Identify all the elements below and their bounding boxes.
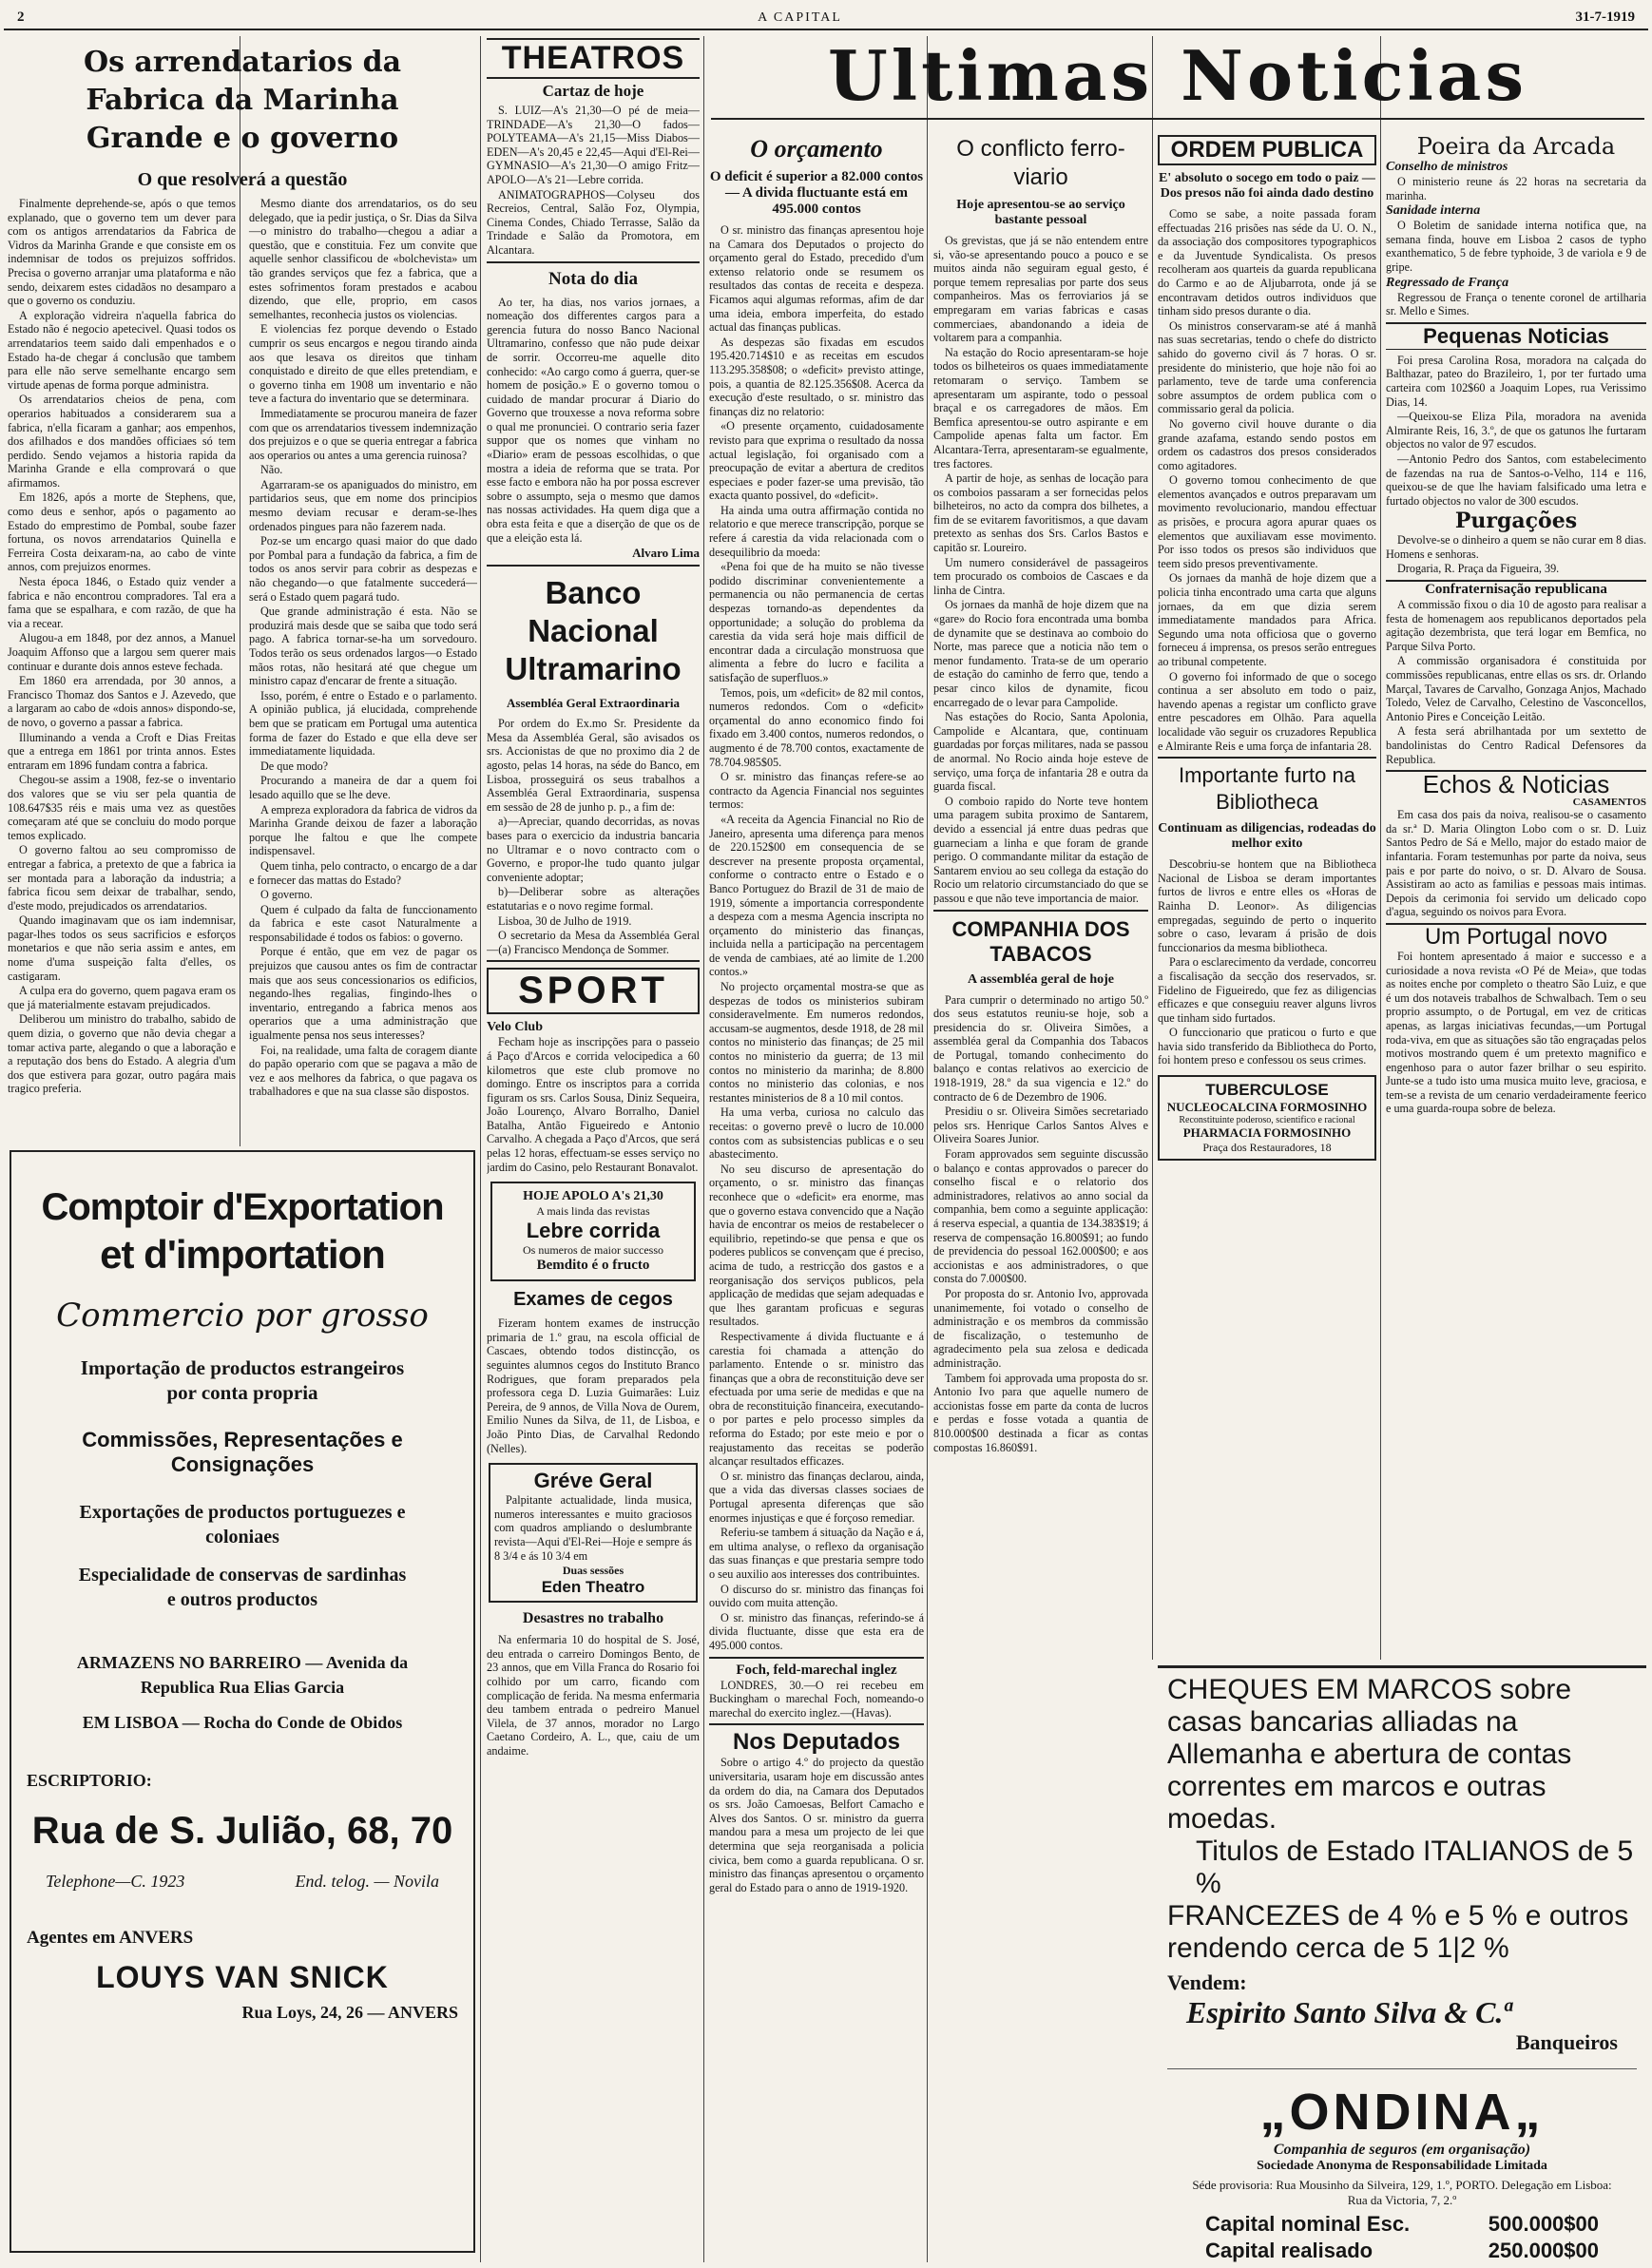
ordem-title: ORDEM PUBLICA xyxy=(1158,135,1376,165)
greve-eden: Eden Theatro xyxy=(541,1578,645,1597)
paragraph: Temos, pois, um «deficit» de 82 mil contos, numeros redondos. Com o «deficit» orçamental do anno economico findo foi fixado em 3.400 contos, numeros redondos, o augmento é de 78.700 contos, exactamente de 78.704.985$05. xyxy=(709,685,924,769)
paragraph: O sr. ministro das finanças, referindo-se á divida fluctuante, disse que esta era de 495.000 contos. xyxy=(709,1610,924,1652)
cartaz-title: Cartaz de hoje xyxy=(542,82,644,100)
paragraph: Os ministros conservaram-se até á manhã nas suas secretarias, tendo o chefe do districto sahido do governo civil ás 7 horas. O sr. presidente do ministerio, que hoje não foi ao parlamento, teve de tarde uma conferencia sobre assumptos de ordem publica com o commissario geral da policia. xyxy=(1158,318,1376,416)
paragraph: Mesmo diante dos arrendatarios, os do seu delegado, que ia pedir justiça, o Sr. Dias da Silva—o ministro do trabalho—chegou a adiar a questão, que e constituia. Fez um convite que aquelle senhor classificou de «bolchevista» um tão grandes serviços que fez a fabrica, que a estes sofrimentos foram prestados e acabou dizendo, que elle, proprio, em casos semelhantes, reconhecia justos os violencias. xyxy=(249,197,477,321)
ferro-body xyxy=(933,234,1148,906)
casamentos-body: Em casa dos pais da noiva, realisou-se o casamento da sr.ª D. Maria Olington Lobo com o sr. D. Luiz Santos Pedro de Sá e Mello, major do estado maior de infantaria. Foram testemunhas por parte da noiva, seus pais e por parte do noivo, o sr. D. Alvaro de Sousa. Assistiram ao acto as familias e pessoas mais intimas. Depois da cerimonia foi servido um delicado copo d'agua, seguindo os noivos para Evora. xyxy=(1386,808,1646,919)
paragraph: Finalmente deprehende-se, após o que temos explanado, que o governo tem um dever para com os antigos arrendatarios da Fabrica de Vidros da Marinha Grande e que consiste em os indemnisar de todos os prejuizos soffridos. Precisa o governo arranjar uma plataforma e não sendo, deixarem estes cidadãos no desamparo a que o governo os conduziu. xyxy=(8,197,236,308)
theatros-title: THEATROS xyxy=(487,38,700,79)
paragraph: O sr. ministro das finanças apresentou hoje na Camara dos Deputados o projecto do orçamento geral do Estado, precedido d'um extenso relatorio onde se resumem os resultados das contas de receita e despeza. Ficamos aqui algumas reformas, afim de dar uma ideia, embora imperfeita, do estado actual das finanças publicas. xyxy=(709,223,924,335)
paragraph: De que modo? xyxy=(260,759,329,773)
paragraph: O sr. ministro das finanças declarou, ainda, que a vida das diversas classes sociaes de Portugal apresenta diferenças que são enormes injustiças e que é forçoso remediar. xyxy=(709,1469,924,1525)
echos-title: Echos & Noticias xyxy=(1386,770,1646,797)
banco-body: Por ordem do Ex.mo Sr. Presidente da Mesa da Assembléa Geral, são avisados os srs. Accionistas de que no proximo dia 2 de agosto, pelas 14 horas, na séde do Banco, em Lisboa, prosseguirá os seus trabalhos a Assembléa Geral Extraordinaria, suspensa em sessão de 28 de junho p. p., a fim de: xyxy=(487,717,700,814)
paragraph: Por proposta do sr. Antonio Ivo, approvada unanimemente, foi votado o conselho de administração e os membros da commissão de fiscalização, o testemunho de agradecimento pela sua zelosa e dedicada administração. xyxy=(933,1286,1148,1370)
tuber-3: Reconstituinte poderoso, scientifico e racional xyxy=(1179,1115,1355,1126)
column-noticias xyxy=(1386,127,1646,1658)
ondina-sub-2: Sociedade Anonyma de Responsabilidade Limitada xyxy=(1257,2159,1547,2173)
paragraph: Poz-se um encargo quasi maior do que dado por Pombal para a fundação da fabrica, a fim de todos os anos servir para cobrir as despezas e não chegando—o que fatalmente succederá—será o Estado quem pagará tudo. xyxy=(249,534,477,604)
paper-name: A CAPITAL xyxy=(758,10,842,25)
paragraph: O governo tomou conhecimento de que elementos avançados e outros preparavam um movimento revolucionario, mandou effectuar as prisões, e procura agora apurar quaes os elementos que auxiliavam esse movimento. Por isso todos os presos são individuos que teem sido presos preventivamente. xyxy=(1158,473,1376,570)
sport-title: SPORT xyxy=(487,968,700,1014)
confra-body xyxy=(1386,598,1646,766)
paragraph: «Pena foi que de ha muito se não tivesse podido discriminar convenientemente a permanencia ou não permanencia de certas despezas tornando-as dependentes da opportunidade; a solução do problema da carestia da vida será hoje mais difficil de encontrar dada a circulação monstruosa que alimenta a febre do lucro e facilita a satisfação de superfluos.» xyxy=(709,560,924,684)
banco-item-a: a)—Apreciar, quando decorridas, as novas bases para o exercicio da industria bancaria no Ultramar e o novo contracto com o Governo, e propor-lhe tudo quanto julgar conveniente adoptar; xyxy=(487,815,700,884)
ad-title-1: Comptoir d'Exportation xyxy=(41,1186,444,1228)
ad-line-2: Importação de productos estrangeiros por conta propria xyxy=(80,1356,405,1404)
ondina-cap2: 250.000$00 xyxy=(1488,2239,1599,2262)
animatographos: ANIMATOGRAPHOS—Colyseu dos Recreios, Central, Salão Foz, Olympia, Cinema Condes, Chiado Terrasse, Salão da Trindade e Salão da Promotora, em Alcantara. xyxy=(487,187,700,257)
ordem-body xyxy=(1158,207,1376,753)
paragraph: Não. xyxy=(260,463,283,477)
paragraph: Quando imaginavam que os iam indemnisar, pagar-lhes todos os seus sacrificios e esforços monetarios e que não seria assim e antes, em nome d'uma suspeição falta d'elles, os castigaram. xyxy=(8,913,236,983)
paragraph: Procurando a maneira de dar a quem foi lesado aquillo que se lhe deve. xyxy=(249,774,477,801)
furto-sub: Continuam as diligencias, rodeadas do melhor exito xyxy=(1158,821,1376,852)
paragraph: Para o esclarecimento da verdade, concorreu a fiscalisação da secção dos reservados, sr. Fidelino de Figueiredo, que fez as diligencias efficazes e que conseguiu reaver alguns livros que tinham sido furtados. xyxy=(1158,955,1376,1025)
ad-apolo xyxy=(490,1182,696,1281)
ondina-cap2-label: Capital realisado xyxy=(1205,2239,1373,2262)
paragraph: —Antonio Pedro dos Santos, com estabelecimento de fazendas na rua de Santos-o-Velho, 114 e 116, queixou-se de que lhe haviam falsificado uma letra e furtado objectos no valor de 300 escudos. xyxy=(1386,452,1646,508)
conselho-title: Conselho de ministros xyxy=(1386,160,1508,174)
velo-body: Fecham hoje as inscripções para o passeio á Paço d'Arcos e corrida velocipedica a 60 kilometros que este club promove no domingo. Entre os inscriptos para a corrida figuram os srs. Carlos Sousa, Diniz Sequeira, João Lourenço, Alvaro Borralho, Daniel Batalha, Antão Figueiredo e Antonio Carvalho. A chegada a Paço d'Arcos, que será pelas 12 horas, effectuam-se esses serviço no jardim do Casino, pelo Restaurant Bonavalot. xyxy=(487,1035,700,1174)
ondina-sede: Séde provisoria: Rua Mousinho da Silveira, 129, 1.º, PORTO. Delegação em Lisboa: Rua da Victoria, 7, 2.º xyxy=(1192,2178,1612,2207)
ad-line-4: Exportações de productos portuguezes e coloniaes xyxy=(79,1502,406,1547)
paragraph: Os jornaes da manhã de hoje dizem que na «gare» do Rocio fora encontrada uma bomba de dynamite que se destinava ao comboio do Norte, mas parece que a noticia não tem o menor fundamento. Trata-se de um operario de estação do caminho de ferro que, tendo a pesar cinco kilos de dynamite, ficou encarregado de o levar para Campolide. xyxy=(933,598,1148,709)
column-rule xyxy=(703,36,704,2262)
regresso-body: Regressou de França o tenente coronel de artilharia sr. Mello e Simes. xyxy=(1386,290,1646,318)
tabacos-title: COMPANHIA DOS TABACOS xyxy=(951,916,1130,966)
cartaz-body: S. LUIZ—A's 21,30—O pé de meia—TRINDADE—A's 21,30—O fados—POLYTEAMA—A's 21,15—Miss Diabos—EDEN—A's 20,45 e 22,45—Aqui d'El-Rei—GYMNASIO—A's 21,30—O amigo Fritz—APOLO—A's 21—Lebre corrida. xyxy=(487,104,700,186)
paragraph: O funccionario que praticou o furto e que havia sido transferido da Bibliotheca do Porto, foi hontem preso e confessou os seus crimes. xyxy=(1158,1026,1376,1067)
paragraph: Que grande administração é esta. Não se produzirá mais desde que se saiba que todo será pago. A fabrica tornar-se-ha um sorvedouro. Todos terão os seus ordenados largos—o Estado mãos rotas, não hesitará até que chegue um ministro capaz d'encarar de frente a situação. xyxy=(249,605,477,688)
regresso-title: Regressado de França xyxy=(1386,275,1509,290)
paragraph: Ha ainda uma outra affirmação contida no relatorio e que merece transcripção, porque se refere á carestia da vida relacionada com o desequilibrio da moeda: xyxy=(709,503,924,559)
paragraph: Respectivamente á divida fluctuante e á carestia foi chamada a attenção do parlamento. Entende o sr. ministro das finanças que a obra de reconstituição deve ser efectuada por uma serie de medidas e que na obra de reconstituição financeira, executando-o por partes e pelo processo simples da reforma do Estado; por este meio e por o reajustamento das receitas se poderão alcançar resultados efficazes. xyxy=(709,1329,924,1469)
paragraph: Agarraram-se os apaniguados do ministro, em partidarios seus, que em nome dos principios mesmo deviam recusar e deram-se-lhes ordenados pingues para não fazerem nada. xyxy=(249,477,477,533)
ad-line-14: Rua Loys, 24, 26 — ANVERS xyxy=(241,2003,458,2022)
column-rule xyxy=(1152,36,1153,1660)
paragraph: O comboio rapido do Norte teve hontem uma paragem subita proximo de Santarem, devido a essencial já entre duas pedras que guarneciam a linha e que foram de grande perigo. O commandante militar da estação de Santarem enviou ao seu collega da estação do Rocio um relatorio circumstanciado do que se passou e que não teve importancia de maior. xyxy=(933,794,1148,905)
tabacos-body xyxy=(933,993,1148,1455)
cheques-text: CHEQUES EM MARCOS sobre casas bancarias alliadas na Allemanha e abertura de contas correntes em marcos e outras moedas. xyxy=(1167,1674,1572,1835)
desastres-title: Desastres no trabalho xyxy=(522,1610,664,1627)
ondina-title: „ONDINA„ xyxy=(1259,2084,1545,2141)
espirito-santo: Espirito Santo Silva & C.ª xyxy=(1186,1995,1511,2029)
banco-date: Lisboa, 30 de Julho de 1919. xyxy=(498,913,632,928)
paragraph: O governo foi informado de que o socego continua a ser absoluto em todo o paiz, havendo apenas a registar um conflicto grave entre pescadores em Olhão. Para aquella localidade vão seguir os cruzadores Republica e Almirante Reis e uma força de infantaria 28. xyxy=(1158,669,1376,753)
paragraph: Quem tinha, pelo contracto, o encargo de a dar e fornecer das mattas do Estado? xyxy=(249,858,477,887)
paragraph: Quem é culpado da falta de funccionamento da fabrica e este casot Naturalmente a responsabilidade é todos os fabios: o governo. xyxy=(249,902,477,944)
tabacos-sub: A assembléa geral de hoje xyxy=(968,971,1114,987)
banco-sign: O secretario da Mesa da Assembléa Geral—(a) Francisco Mendonça de Sommer. xyxy=(487,929,700,956)
column-rule xyxy=(927,36,928,2262)
ad-line-8: ESCRIPTORIO: xyxy=(27,1771,152,1790)
column-orcamento xyxy=(709,127,924,2262)
paragraph: Illuminando a venda a Croft e Dias Freitas que a entrega em 1861 por trinta annos. Estes entraram em 1896 fundam contra a fabrica. xyxy=(8,730,236,772)
banco-title: Banco Nacional Ultramarino xyxy=(505,575,682,687)
banqueiros: Banqueiros xyxy=(1515,2030,1618,2054)
foch-body: LONDRES, 30.—O rei recebeu em Buckingham o marechal Foch, nomeando-o marechal do exercito inglez.—(Havas). xyxy=(709,1678,924,1720)
apolo-1: HOJE APOLO A's 21,30 xyxy=(523,1189,663,1204)
paragraph: Nas estações do Rocio, Santa Apolonia, Campolide e Alcantara, que, continuam guardadas por forças militares, nada se passou de anormal. No Rocio ainda hoje esteve de serviço, uma força de infantaria 28 e outra da guarda fiscal. xyxy=(933,710,1148,794)
greve-body: Palpitante actualidade, linda musica, numeros interessantes e muito graciosos com quadros ampliando o deslumbrante revista—Aqui d'El-Rei—Hoje e sempre ás 8 3/4 e ás 10 3/4 em xyxy=(494,1493,692,1563)
banco-item-b: b)—Deliberar sobre as alterações estatutarias e o novo regime formal. xyxy=(487,885,700,913)
paragraph: As despezas são fixadas em escudos 195.420.714$10 e as receitas em escudos 113.295.358$08; o «deficit» previsto attinge, pois, a quantia de 82.125.356$08. Acerca da execução d'este resultado, o sr. ministro das finanças diz no relatorio: xyxy=(709,335,924,418)
paragraph: Descobriu-se hontem que na Bibliotheca Nacional de Lisboa se deram importantes furtos de livros e entre elles os «Horas de Rainha D. Leonor». As diligencias empregadas, seguindo de perto o inquerito sobre o caso, levaram á prisão de dois funccionarios da mesma bibliotheca. xyxy=(1158,857,1376,954)
paragraph: No governo civil houve durante o dia grande azafama, estando sendo postos em ordem os cadastros dos presos considerados como agitadores. xyxy=(1158,416,1376,472)
nota-body: Ao ter, ha dias, nos varios jornaes, a nomeação dos differentes cargos para a gerencia futura do nosso Banco Nacional Ultramarino, confesso que não pude deixar de sorrir. Occorreu-me aquelle dito conhecido: «Ao cargo como á guerra, quer-se homem de posição.» E o governo tomou o cuidado de mandar procurar á Diario do Governo que trouxesse a nova reforma sobre o qual me pronunciei. O contrario seria fazer suppor que os nomes que vinham no «Diario» eram de pessoas escolhidas, o que mostra a ideia de reforma que se trata. Por esse facto e embora não ha por possa escrever sobre o assumpto, seja o mesmo que damos nas nossas actividades. Ha quem diga que a obra esta feita e que a diserção de que os de que a eleição esta lá. xyxy=(487,295,700,545)
paragraph: Deliberou um ministro do trabalho, sabido de quem dizia, o governo que não devia chegar a tomar activa parte, alegando o que a laboração e a reputação dos bens do Estado. A alegria d'um dos que estivera para gozar, outro pagára mais tragico preferia. xyxy=(8,1012,236,1096)
ad-line-6: ARMAZENS NO BARREIRO — Avenida da Republica Rua Elias Garcia xyxy=(76,1653,409,1697)
ad-line-9: Rua de S. Julião, 68, 70 xyxy=(31,1810,453,1852)
greve-sessoes: Duas sessões xyxy=(562,1564,624,1578)
ondina-cap1: 500.000$00 xyxy=(1488,2212,1599,2236)
ondina-capital-realisado xyxy=(1205,2239,1599,2262)
ultimas-noticias-banner: Ultimas Noticias xyxy=(711,32,1644,120)
paragraph: Presidiu o sr. Oliveira Simões secretariado pelos srs. Henrique Carlos Santos Alves e Oliveira Soares Junior. xyxy=(933,1105,1148,1146)
ad-telegraph: End. telog. — Novila xyxy=(295,1872,439,1891)
ad-contact-row xyxy=(46,1872,439,1892)
paragraph: Porque é então, que em vez de pagar os prejuizos que causou antes os fim de contractar mais que aos seus concessionarios os edificios, negando-lhes regalias, fingindo-lhes o inventario, entregando a fabrica menos aos operarios que a uma administração que igualmente pensa nos seus interesses? xyxy=(249,945,477,1043)
sanidade-body: O Boletim de sanidade interna notifica que, na semana finda, houve em Lisboa 2 casos de typho exanthematico, 5 de febre typhoide, 3 de variola e 9 de gripe. xyxy=(1386,219,1646,274)
paragraph: Foi, na realidade, uma falta de coragem diante do papão operario com que se pagava a mão de vez e aos melhores da fabrica, o que pagava os trabalhadores e que na sua classe são dispostos. xyxy=(249,1043,477,1099)
ad-title-2: et d'importation xyxy=(100,1232,385,1277)
paragraph: «A receita da Agencia Financial no Rio de Janeiro, apresenta uma diferença para menos de 220.152$00 em consequencia de se descrever na presente proposta orçamental, conforme o contracto entre o Estado e o Banco Portuguez do Brazil de 31 de maio de 1919, sómente a importancia correspondente a despeza com a mesma Agencia inscripta no orçamento do ministerio das finanças, incluida nella a participação na percentagem de venda de cambiaes, até ao limite de 1.200 contos.» xyxy=(709,812,924,979)
apolo-3: Lebre corrida xyxy=(526,1219,661,1243)
paragraph: Em 1826, após a morte de Stephens, que, como deus e senhor, após o pagamento ao Estado do emprestimo de Pombal, soube fazer fortuna, os novos arrendatarios Quinella e Ferreira Costa deixaram-na, ao cabo de vinte annos, com prejuizos enormes. xyxy=(8,490,236,574)
paragraph: Foram approvados sem seguinte discussão o balanço e contas approvados o parecer do conselho fiscal e o relatorio dos administradores, relativos ao anno social da companhia, bem como a seguinte applicação: á reserva especial, a quantia de 134.383$19; á reserva de compensação 16.800$91; ao fundo de previdencia do pessoal 162.000$00; e aos accionistas e aos administradores, o que consta do 7.000$00. xyxy=(933,1147,1148,1286)
portugal-title: Um Portugal novo xyxy=(1386,923,1646,950)
apolo-4: Os numeros de maior successo xyxy=(523,1243,663,1258)
ad-tuberculose xyxy=(1158,1075,1376,1161)
paragraph: Foi presa Carolina Rosa, moradora na calçada do Balthazar, pateo do Brazileiro, 1, por ter furtado uma carteira com 102$60 a Joaquim Lopes, rua Verissimo Dias, 14. xyxy=(1386,353,1646,409)
ferro-sub: Hoje apresentou-se ao serviço bastante pessoal xyxy=(956,198,1125,227)
greve-title: Gréve Geral xyxy=(533,1469,653,1493)
page-header xyxy=(4,6,1648,30)
paragraph: Os jornaes da manhã de hoje dizem que a policia tinha encontrado uma carta que alguns jornaes, da em que dizia serem immediatamente mandados para Africa. Segundo uma nota officiosa que o governo forneceu á imprensa, os presos serão entregues ao tribunal competente. xyxy=(1158,571,1376,668)
conselho-body: O ministerio reune ás 22 horas na secretaria da marinha. xyxy=(1386,175,1646,202)
paragraph: A exploração vidreira n'aquella fabrica do Estado não é negocio apetecivel. Quasi todos os arrendatarios teem saido dali empenhados e o Estado ha-de chegar á conclusão que tambem para elle não serve semelhante encargo sem virtude apenas de forma porque administra. xyxy=(8,308,236,392)
paragraph: A partir de hoje, as senhas de locação para os comboios passaram a ser fornecidas pelos bilheteiros, no acto da compra dos bilhetes, a fim de se evitarem favoritismos, a que davam pretexto as senhas dos Srs. Carlos Bastos e capitão sr. Loureiro. xyxy=(933,471,1148,555)
paragraph: Como se sabe, a noite passada foram effectuadas 216 prisões nas séde da U. O. N., da associação dos compositores typographicos e da Juventude Syndicalista. Os presos recolheram aos quarteis da guarda republicana do Carmo e ao de Aljubarrota, onde já se encontravam detidos outros individuos que tinham sido presos durante o dia. xyxy=(1158,207,1376,318)
paragraph: O governo. xyxy=(260,888,313,902)
page-date: 31-7-1919 xyxy=(1575,10,1635,25)
orcamento-body xyxy=(709,223,924,1653)
paragraph: Para cumprir o determinado no artigo 50.º dos seus estatutos reuniu-se hoje, sob a presidencia do sr. Oliveira Simões, a assembléa geral da Companhia dos Tabacos de Portugal, tomando conhecimento do balanço e contas relativos ao exercicio de 1918-1919, 28.º da sua vigencia e 12.º do contracto de 6 de Dezembro de 1906. xyxy=(933,992,1148,1104)
vendem-label: Vendem: xyxy=(1167,1970,1247,1994)
furto-body xyxy=(1158,857,1376,1067)
paragraph: Nesta época 1846, o Estado quiz vender a fabrica e não encontrou compradores. Tal era a fama que se espalhara, e com razão, de que ha via a recear. xyxy=(8,575,236,630)
nota-title: Nota do dia xyxy=(548,268,638,289)
confra-title: Confraternisação republicana xyxy=(1386,580,1646,598)
casamentos-title: CASAMENTOS xyxy=(1572,797,1646,809)
paragraph: A commissão organisadora é constituida por commissões republicanas, entre ellas os srs. dr. Orlando Marçal, Tavares de Carvalho, Gonzaga Anjos, Machado Toledo, Velez de Carvalho, Celestino de Vasconcellos, Antonio Pires e Conceição Leitão. xyxy=(1386,654,1646,723)
paragraph: E violencias fez porque devendo o Estado cumprir os seus encargos e negou tirando ainda aos que lesava os direitos que tinham conquistado e direito de que elles pretendiam, e o governo tinha em 1908 um inventario e não teve a factura do inventario que se determinara. xyxy=(249,322,477,406)
paragraph: O sr. ministro das finanças refere-se ao contracto da Agencia Financial nos seguintes termos: xyxy=(709,770,924,812)
tuber-2: NUCLEOCALCINA FORMOSINHO xyxy=(1166,1100,1368,1115)
poeira-title: Poeira da Arcada xyxy=(1416,133,1616,160)
column-rule xyxy=(1380,36,1381,1660)
ad-espirito-santo xyxy=(1158,1665,1646,2262)
column-ferroviario xyxy=(933,127,1148,2262)
ordem-sub: E' absoluto o socego em todo o paiz — Dos presos não foi ainda dado destino xyxy=(1159,171,1375,201)
paragraph: Na estação do Rocio apresentaram-se hoje todos os bilheteiros os quaes immediatamente retomaram o serviço. Tambem se apresentaram um aspirante, todo o pessoal braçal e os carregadores de mãos. Em Bemfica apresentou-se outro aspirante e em Campolide apenas falta um factor. Em Alcantara-Terra, apresentaram-se egualmente, tres factores. xyxy=(933,345,1148,471)
ad-greve-geral xyxy=(489,1463,698,1603)
paragraph: Tambem foi approvada uma proposta do sr. Antonio Ivo para que aquelle numero de accionistas fosse em parte da conta de lucros e perdas e fosse votada a quantia de 810.000$00 destinada a ficar as contas compostas 16.860$91. xyxy=(933,1371,1148,1454)
paragraph: A culpa era do governo, quem pagava eram os que já materialmente estavam prejudicados. xyxy=(8,984,236,1011)
paragraph: Em 1860 era arrendada, por 30 annos, a Francisco Thomaz dos Santos e J. Azevedo, que a largaram ao cabo de «dois annos» dispondo-se, de novo, o governo a passar a fabrica. xyxy=(8,674,236,729)
paragraph: No projecto orçamental mostra-se que as despezas de todos os ministerios subiram consideravelmente. Em numeros redondos, accusam-se augmentos, desde 1918, de 28 mil contos no ministerio das finanças; de 25 mil contos no ministerio da guerra; de 13 mil contos no ministerio da marinha; de 8.800 contos no ministerio das colonias, e nos restantes ministerios de 8 a 10 mil contos. xyxy=(709,980,924,1105)
column-ordem-publica xyxy=(1158,127,1376,1658)
tuber-5: Praça dos Restauradores, 18 xyxy=(1202,1141,1332,1155)
sanidade-title: Sanidade interna xyxy=(1386,203,1481,219)
deputados-title: Nos Deputados xyxy=(732,1729,900,1756)
paragraph: —Queixou-se Eliza Pila, moradora na avenida Almirante Reis, 16, 3.º, de que os gatunos lhe furtaram objectos no valor de 97 escudos. xyxy=(1386,410,1646,452)
ad-line-7: EM LISBOA — Rocha do Conde de Obidos xyxy=(82,1713,403,1732)
ad-line-13: LOUYS VAN SNICK xyxy=(96,1960,389,1994)
tuber-1: TUBERCULOSE xyxy=(1205,1081,1329,1100)
foch-title: Foch, feld-marechal inglez xyxy=(736,1662,897,1678)
desastres-body: Na enfermaria 10 do hospital de S. José, deu entrada o carreiro Domingos Bento, de 23 annos, que em Villa Franca do Rosario foi colhido por um carro, ficando com complicação de ferida. Na mesma enfermaria deu tambem entrada o pedreiro Manuel Vilela, de 37 annos, morador no Largo Caetano Cordeiro, A. L., que, caiu de um andaime. xyxy=(487,1633,700,1758)
paragraph: O governo faltou ao seu compromisso de entregar a fabrica, a pretexto de que a fabrica ia ser montada para a laboração da industria; a fabrica ficou sem deixar de trabalhar, sendo, d'este modo, prejudicados os arrendatarios. xyxy=(8,843,236,913)
ad-line-5: Especialidade de conservas de sardinhas e outros productos xyxy=(78,1565,407,1610)
column-rule xyxy=(480,36,481,2262)
purgacoes-addr: Drogaria, R. Praça da Figueira, 39. xyxy=(1397,562,1560,576)
pequenas-body xyxy=(1386,354,1646,509)
portugal-body: Foi hontem apresentado á maior e successo e a curiosidade a nova revista «O Pé de Meia», que todas as noites enche por completo o theatro São Luiz, e que é um dos notaveis trabalhos de Schwalbach. Tem o seu proprio assumpto, o de Portugal, em vez de criticas apenas, as largas iniciativas fecundas,—um Portugal roda-viva, em que as situações são tão engraçadas pelos motivos mostrando quem é um pretexto magnifico e engenhoso para o autor fazer brilhar o seu espirito. Junte-se a tudo isto uma musica muito leve, graciosa, e tem-se a revista de um cenario verdadeiramente feerico e uma guarda-roupa sobre de beleza. xyxy=(1386,949,1646,1116)
purgacoes-title: Purgações xyxy=(1454,509,1578,534)
ad-line-12: Agentes em ANVERS xyxy=(27,1928,194,1948)
orcamento-title: O orçamento xyxy=(750,135,883,163)
paragraph: O discurso do sr. ministro das finanças foi ouvido com muita attenção. xyxy=(709,1582,924,1610)
ondina-sub-1: Companhia de seguros (em organisação) xyxy=(1273,2142,1531,2158)
article-subtitle: O que resolverá a questão xyxy=(137,169,348,190)
column-theatros xyxy=(487,38,700,2262)
page-number: 2 xyxy=(17,10,25,25)
paragraph: Os arrendatarios cheios de pena, com operarios habituados a considerarem sua a fabrica, n'ella ficaram a ganhar; aos empenhos, dos afilhados e dos mandões officiaes só tem perdido. Sendo vejamos a historia rapida da Marinha Grande e ella comprovará o que afirmamos. xyxy=(8,393,236,490)
ad-line-3: Commissões, Representações e Consignações xyxy=(82,1428,403,1476)
banco-sub: Assembléa Geral Extraordinaria xyxy=(507,696,680,711)
exames-title: Exames de cegos xyxy=(513,1289,673,1311)
paragraph: A festa será abrilhantada por um sextetto de bandolinistas do Centro Radical Defensores da Republica. xyxy=(1386,724,1646,766)
paragraph: Os grevistas, que já se não entendem entre si, vão-se apresentando pouco a pouco e se muitos ainda não seguiram egual gesto, é porque temem represalias por parte dos seus companheiros. Mas os ferroviarios já se empregaram em varias fabricas e casas commerciaes, abandonando a ideia de voltarem para a companhia. xyxy=(933,234,1148,345)
article-marinha-grande xyxy=(8,38,477,1131)
paragraph: Ha uma verba, curiosa no calculo das receitas: o governo prevê o lucro de 10.000 contos com as subsistencias publicas e o seu abastecimento. xyxy=(709,1105,924,1162)
ondina-capital-nominal xyxy=(1205,2212,1599,2237)
article-title: Os arrendatarios da Fabrica da Marinha Grande e o governo xyxy=(83,46,402,155)
furto-title: Importante furto na Bibliotheca xyxy=(1179,763,1355,815)
ad-telephone: Telephone—C. 1923 xyxy=(46,1872,185,1891)
paragraph: Chegou-se assim a 1908, fez-se o inventario dos valores que se viu ser pela quantia de 108.647$35 réis e mais uma vez as questões começaram até que se concluiu do modo porque temos explicado. xyxy=(8,773,236,842)
paragraph: A empreza exploradora da fabrica de vidros da Marinha Grande deixou de fazer a laboração porque lhe faltou e que lhe compete indispensavel. xyxy=(249,802,477,858)
paragraph: No seu discurso de apresentação do orçamento, o sr. ministro das finanças reconhece que o «deficit» era enorme, mas que o governo estava convencido que a Nação havia de encontrar os meios de restabelecer o equilibrio, repetindo-se que pensa e que os poderes publicos se convençam que é preciso, acima de tudo, a restricção dos gastos e a reorganisação dos serviços publicos, pela applicação de medidas que sejam adequadas e que lhes garantam proficuas e seguras resultados. xyxy=(709,1162,924,1329)
pequenas-title: Pequenas Noticias xyxy=(1386,322,1646,350)
titulos-1: Titulos de Estado ITALIANOS de 5 % xyxy=(1196,1836,1634,1899)
purgacoes-body: Devolve-se o dinheiro a quem se não curar em 8 dias. Homens e senhoras. xyxy=(1386,533,1646,561)
orcamento-sub: O deficit é superior a 82.000 contos — A divida fluctuante está em 495.000 contos xyxy=(709,169,924,217)
ad-comptoir-exportation xyxy=(10,1150,475,2253)
ad-line-1: Commercio por grosso xyxy=(56,1297,429,1335)
paragraph: «O presente orçamento, cuidadosamente revisto para que exprima o resultado da nossa actual legislação, foi organisado com a preocupação de evitar a abertura de creditos especiaes e poder fazer-se uma previsão, tão exacta quanto possivel, do «deficit». xyxy=(709,419,924,503)
paragraph: Alugou-a em 1848, por dez annos, a Manuel Joaquim Affonso que a largou sem querer mais continuar e durante dois annos esteve fechada. xyxy=(8,631,236,673)
titulos-2: FRANCEZES de 4 % e 5 % e outros rendendo cerca de 5 1|2 % xyxy=(1167,1900,1629,1964)
paragraph: Immediatamente se procurou maneira de fazer com que os arrendatarios tivessem indemnização dos prejuizos e o que se queria entregar a fabrica aos operarios ou antes a uma gerencia ruinosa? xyxy=(249,406,477,462)
nota-sign: Alvaro Lima xyxy=(632,546,700,561)
exames-body: Fizeram hontem exames de instrucção primaria de 1.º grau, na escola official de Cascaes, obtendo todos distincção, os seguintes alumnos cegos do Instituto Branco Rodrigues, que foram preparados pela professora cega D. Luzia Guimarães: Luiz Pereira, de 9 annos, de Villa Nova de Ourem, Emilio Nunes da Silva, de 11, de Lisboa, e João Pinto Dias, de Carvalhal Redondo (Nelles). xyxy=(487,1317,700,1455)
apolo-5: Bemdito é o fructo xyxy=(536,1258,650,1274)
paragraph: Isso, porém, é entre o Estado e o parlamento. A opinião publica, já elucidada, comprehende bem que se praticam em Portugal uma autentica forma de fazer do Estado e que ella deve ser immediatamente liquidada. xyxy=(249,688,477,759)
deputados-body: Sobre o artigo 4.º do projecto da questão universitaria, usaram hoje em discussão antes da ordem do dia, na Camara dos Deputados os srs. João Camoesas, Belfort Camacho e Alves dos Santos. O sr. ministro da guerra mandou para a mesa um projecto de lei que determina que seja reorganisada a policia civica, bem como a guarda republicana. O sr. ministro das finanças apresentou o orçamento geral do Estado para o anno de 1919-1920. xyxy=(709,1756,924,1894)
velo-title: Velo Club xyxy=(487,1020,544,1035)
paragraph: A commissão fixou o dia 10 de agosto para realisar a festa de homenagem aos republicanos deportados pela agitação dezembrista, que terá logar em Bemfica, no Parque Silva Porto. xyxy=(1386,598,1646,653)
tuber-4: PHARMACIA FORMOSINHO xyxy=(1182,1125,1352,1141)
ondina-cap1-label: Capital nominal Esc. xyxy=(1205,2212,1411,2236)
apolo-2: A mais linda das revistas xyxy=(536,1204,650,1219)
paragraph: Um numero considerável de passageiros tem procurado os comboios de Cascaes e da linha de Cintra. xyxy=(933,555,1148,597)
paragraph: Referiu-se tambem á situação da Nação e á, em ultima analyse, o reflexo da organisação das suas finanças e que prestaria sempre todo o seu auxilio aos interesses dos contribuintes. xyxy=(709,1526,924,1581)
ferro-title: O conflicto ferro-viario xyxy=(956,136,1125,190)
article-body xyxy=(8,197,477,1109)
